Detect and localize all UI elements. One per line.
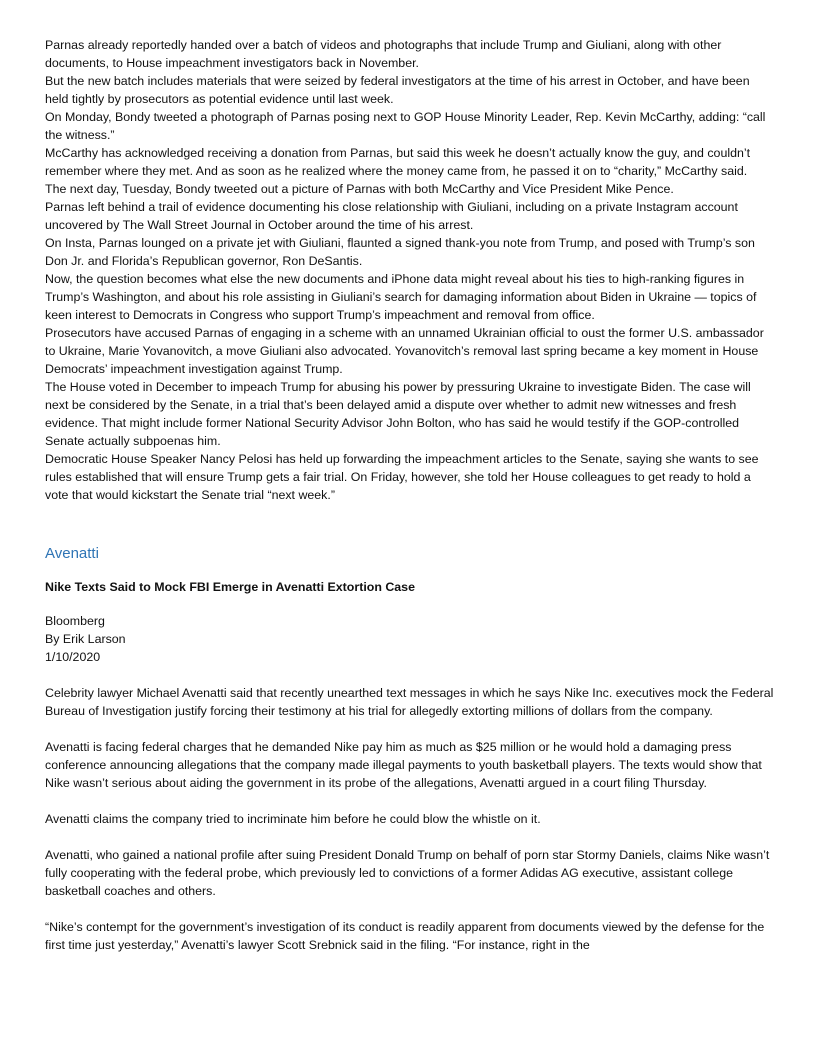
parnas-article-continuation xyxy=(45,36,775,504)
article-byline: By Erik Larson xyxy=(45,632,126,646)
article-paragraph: Avenatti is facing federal charges that he demanded Nike pay him as much as $25 million or he would hold a damaging press conference announcing allegations that the company made illegal payments to youth basketball players. The texts would show that Nike wasn’t serious about aiding the government in its probe of the allegations, Avenatti argued in a court filing Thursday. xyxy=(45,740,762,790)
body-paragraph: The House voted in December to impeach Trump for abusing his power by pressuring Ukraine to investigate Biden. The case will next be considered by the Senate, in a trial that’s been delayed amid a dispute over whether to admit new witnesses and fresh evidence. That might include former National Security Advisor John Bolton, who has said he would testify if the GOP-controlled Senate actually subpoenas him. xyxy=(45,380,751,448)
body-paragraph: Now, the question becomes what else the new documents and iPhone data might reveal about his ties to high-ranking figures in Trump’s Washington, and about his role assisting in Giuliani’s search for damaging information about Biden in Ukraine — topics of keen interest to Democrats in Congress who support Trump’s impeachment and removal from office. xyxy=(45,272,757,322)
article-paragraph: “Nike’s contempt for the government’s investigation of its conduct is readily apparent from documents viewed by the defense for the first time just yesterday,” Avenatti’s lawyer Scott Srebnick said in the filing. “For instance, right in the xyxy=(45,920,765,952)
document-page xyxy=(45,36,775,972)
article-title: Nike Texts Said to Mock FBI Emerge in Avenatti Extortion Case xyxy=(45,580,415,594)
body-paragraph: On Monday, Bondy tweeted a photograph of Parnas posing next to GOP House Minority Leader, Rep. Kevin McCarthy, adding: “call the witness.” xyxy=(45,110,766,142)
body-paragraph: Parnas already reportedly handed over a batch of videos and photographs that include Trump and Giuliani, along with other documents, to House impeachment investigators back in November. xyxy=(45,38,722,70)
body-paragraph: Democratic House Speaker Nancy Pelosi has held up forwarding the impeachment articles to the Senate, saying she wants to see rules established that will ensure Trump gets a fair trial. On Friday, however, she told her House colleagues to get ready to hold a vote that would kickstart the Senate trial “next week.” xyxy=(45,452,759,502)
body-paragraph: Prosecutors have accused Parnas of engaging in a scheme with an unnamed Ukrainian official to oust the former U.S. ambassador to Ukraine, Marie Yovanovitch, a move Giuliani also advocated. Yovanovitch’s removal last spring became a key moment in House Democrats’ impeachment investigation against Trump. xyxy=(45,326,764,376)
article-paragraph: Celebrity lawyer Michael Avenatti said that recently unearthed text messages in which he says Nike Inc. executives mock the Federal Bureau of Investigation justify forcing their testimony at his trial for allegedly extorting millions of dollars from the company. xyxy=(45,686,774,718)
body-paragraph: McCarthy has acknowledged receiving a donation from Parnas, but said this week he doesn’t actually know the guy, and couldn’t remember where they met. And as soon as he realized where the money came from, he passed it on to “charity,” McCarthy said. xyxy=(45,146,751,178)
body-paragraph: Parnas left behind a trail of evidence documenting his close relationship with Giuliani, including on a private Instagram account uncovered by The Wall Street Journal in October around the time of his arrest. xyxy=(45,200,738,232)
body-paragraph: On Insta, Parnas lounged on a private jet with Giuliani, flaunted a signed thank-you note from Trump, and posed with Trump’s son Don Jr. and Florida’s Republican governor, Ron DeSantis. xyxy=(45,236,755,268)
article-paragraph: Avenatti, who gained a national profile after suing President Donald Trump on behalf of porn star Stormy Daniels, claims Nike wasn’t fully cooperating with the federal probe, which previously led to convictions of a former Adidas AG executive, assistant college basketball coaches and others. xyxy=(45,848,770,898)
avenatti-article xyxy=(45,578,775,954)
body-paragraph: The next day, Tuesday, Bondy tweeted out a picture of Parnas with both McCarthy and Vice President Mike Pence. xyxy=(45,182,674,196)
article-source: Bloomberg xyxy=(45,614,105,628)
article-date: 1/10/2020 xyxy=(45,650,101,664)
article-meta xyxy=(45,612,775,666)
article-paragraph: Avenatti claims the company tried to incriminate him before he could blow the whistle on it. xyxy=(45,812,541,826)
body-paragraph: But the new batch includes materials that were seized by federal investigators at the time of his arrest in October, and have been held tightly by prosecutors as potential evidence until last week. xyxy=(45,74,750,106)
section-heading: Avenatti xyxy=(45,545,99,562)
